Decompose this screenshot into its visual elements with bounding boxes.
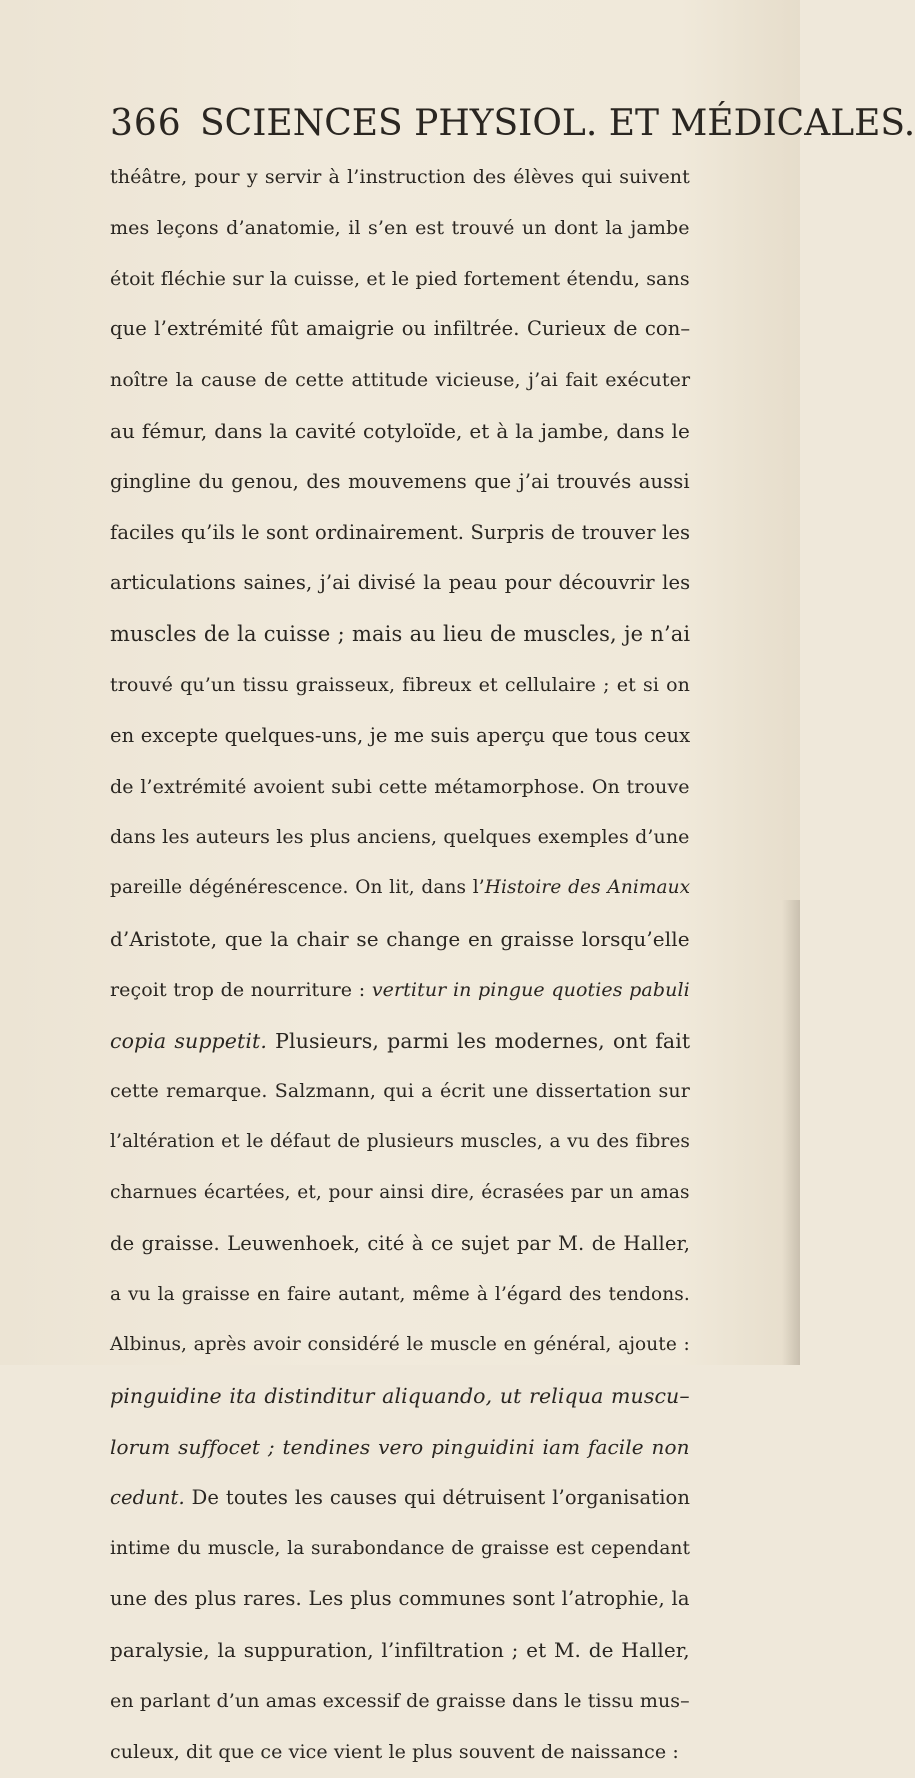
text-segment: De toutes les causes qui détruisent l’organisation [184, 1485, 691, 1509]
text-line: théâtre, pour y servir à l’instruction des élèves qui suivent [110, 166, 690, 188]
text-line: articulations saines, j’ai divisé la peau pour découvrir les [110, 571, 691, 595]
italic-segment: vertitur in pingue quoties pabuli [371, 978, 690, 1001]
italic-segment: lorum suffocet ; tendines vero pinguidini iam facile non [110, 1434, 690, 1459]
text-line [110, 1422, 690, 1473]
text-line: noître la cause de cette attitude vicieuse, j’ai fait exécuter [110, 369, 691, 392]
page-edge-shadow [782, 900, 800, 1365]
page-number: 366 [110, 103, 182, 144]
text-line: Albinus, après avoir considéré le muscle en général, ajoute : [110, 1334, 690, 1356]
text-line: de l’extrémité avoient subi cette métamorphose. On trouve [110, 775, 690, 798]
text-line: culeux, dit que ce vice vient le plus souvent de naissance : [110, 1740, 679, 1763]
text-line: charnues écartées, et, pour ainsi dire, écrasées par un amas [110, 1181, 690, 1203]
text-line [110, 1473, 690, 1524]
text-segment: reçoit trop de nourriture : [110, 978, 372, 1001]
text-line [110, 863, 690, 914]
page-header [0, 100, 915, 148]
text-line: dans les auteurs les plus anciens, quelques exemples d’une [110, 826, 690, 849]
text-segment: Plusieurs, parmi les modernes, ont fait [266, 1028, 691, 1053]
text-line [110, 965, 690, 1016]
text-line: de graisse. Leuwenhoek, cité à ce sujet par M. de Haller, [110, 1231, 691, 1255]
text-line: étoit fléchie sur la cuisse, et le pied fortement étendu, sans [110, 267, 690, 290]
text-line [110, 1371, 690, 1422]
text-line: cette remarque. Salzmann, qui a écrit une dissertation sur [110, 1080, 690, 1103]
body-text [110, 152, 691, 1778]
italic-segment: copia suppetit. [110, 1028, 267, 1053]
text-line: en parlant d’un amas excessif de graisse dans le tissu mus– [110, 1689, 690, 1712]
text-segment: pareille dégénérescence. On lit, dans l’ [110, 877, 485, 899]
italic-segment: cedunt. [110, 1485, 185, 1509]
text-line: trouvé qu’un tissu graisseux, fibreux et cellulaire ; et si on [110, 673, 691, 696]
text-line: paralysie, la suppuration, l’infiltration ; et M. de Haller, [110, 1638, 690, 1663]
text-line: que l’extrémité fût amaigrie ou infiltrée. Curieux de con– [110, 317, 691, 341]
text-line: mes leçons d’anatomie, il s’en est trouvé un dont la jambe [110, 216, 690, 239]
running-head: SCIENCES PHYSIOL. ET MÉDICALES. [200, 103, 915, 144]
text-line: l’altération et le défaut de plusieurs muscles, a vu des fibres [110, 1131, 690, 1153]
text-line: au fémur, dans la cavité cotyloïde, et à la jambe, dans le [110, 418, 690, 443]
text-line: muscles de la cuisse ; mais au lieu de muscles, je n’ai [110, 622, 691, 647]
text-line [110, 1016, 690, 1067]
text-line: une des plus rares. Les plus communes sont l’atrophie, la [110, 1587, 690, 1611]
text-line: intime du muscle, la surabondance de graisse est cependant [110, 1537, 691, 1559]
italic-segment: Histoire des Animaux [484, 877, 691, 899]
text-line: en excepte quelques-uns, je me suis aperçu que tous ceux [110, 723, 691, 747]
text-line: faciles qu’ils le sont ordinairement. Surpris de trouver les [110, 520, 691, 544]
text-line: a vu la graisse en faire autant, même à l’égard des tendons. [110, 1283, 690, 1305]
italic-segment: pinguidine ita distinditur aliquando, ut reliqua muscu– [110, 1384, 690, 1409]
text-line: d’Aristote, que la chair se change en graisse lorsqu’elle [110, 926, 690, 951]
text-line: gingline du genou, des mouvemens que j’ai trouvés aussi [110, 469, 690, 493]
